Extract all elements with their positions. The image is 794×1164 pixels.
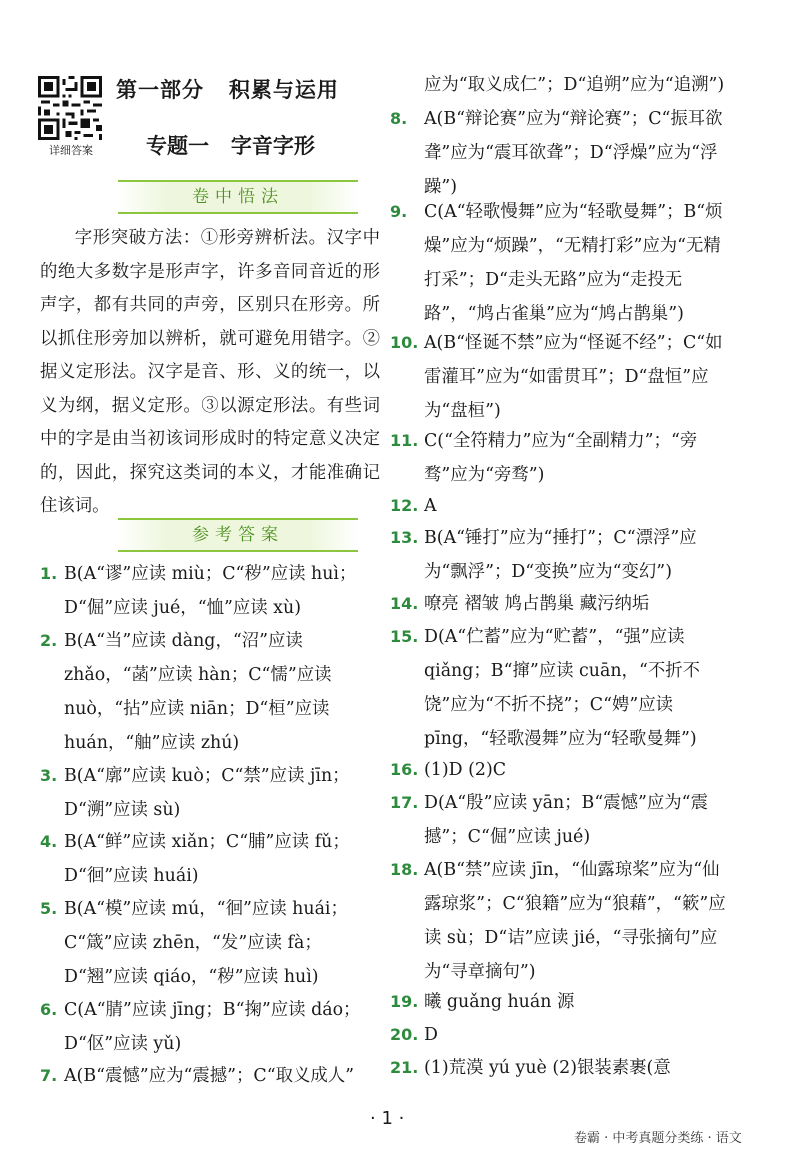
qr-caption: 详细答案 <box>49 144 93 157</box>
answer-text: B(A“鲜”应读 xiǎn；C“脯”应读 fǔ；D“徊”应读 huái) <box>64 832 350 886</box>
answer-item <box>390 489 728 523</box>
answer-text: A(B“震憾”应为“震撼”；C“取义成人” <box>64 1066 355 1086</box>
answer-text: C(A“腈”应读 jīng；B“掬”应读 dáo；D“伛”应读 yǔ) <box>64 1000 361 1054</box>
answer-number: 15. <box>390 627 419 646</box>
answer-item <box>390 620 728 756</box>
method-text: 字形突破方法：①形旁辨析法。汉字中的绝大多数字是形声字，许多音同音近的形声字，都有共同的声旁，区别只在形旁。所以抓住形旁加以辨析，就可避免用错字。②据义定形法。汉字是音、形、义的统一，以义为纲，据义定形。③以源定形法。有些词中的字是由当初该词形成时的特定意义决定的，因此，探究这类词的本义，才能准确记住该词。 <box>40 228 380 516</box>
answer-number: 17. <box>390 793 419 812</box>
answer-text: (1)D (2)C <box>424 760 507 780</box>
answer-number: 3. <box>40 766 58 785</box>
answer-text: A <box>424 496 437 516</box>
answer-number: 1. <box>40 564 58 583</box>
answer-number: 7. <box>40 1066 58 1085</box>
answer-text: 曦 guǎng huán 源 <box>424 992 575 1012</box>
qr-code-icon[interactable] <box>38 76 102 140</box>
answer-text: C(A“轻歌慢舞”应为“轻歌曼舞”；B“烦燥”应为“烦躁”，“无精打彩”应为“无精打采”；D“走头无路”应为“走投无路”，“鸠占雀巢”应为“鸠占鹊巢”) <box>424 202 723 324</box>
answer-number: 18. <box>390 860 419 879</box>
answer-number: 21. <box>390 1058 419 1077</box>
answer-number: 12. <box>390 496 419 515</box>
answer-number: 19. <box>390 992 419 1011</box>
answer-text: B(A“模”应读 mú，“徊”应读 huái；C“箴”应读 zhēn，“发”应读 fà；D“翘”应读 qiáo，“秽”应读 huì) <box>64 899 348 987</box>
topic-title: 专题一 字音字形 <box>146 134 315 158</box>
answer-text: B(A“当”应读 dàng，“沼”应读 zhǎo，“菡”应读 hàn；C“懦”应读 nuò，“拈”应读 niān；D“桓”应读 huán，“舳”应读 zhú) <box>64 631 332 753</box>
answer-item <box>390 424 728 492</box>
answer-text: D(A“殷”应读 yān；B“震憾”应为“震撼”；C“倔”应读 jué) <box>424 793 708 847</box>
footer-text: 卷霸 · 中考真题分类练 · 语文 <box>574 1131 742 1146</box>
part-title: 第一部分 积累与运用 <box>116 78 339 102</box>
answer-banner: 参考答案 <box>118 518 358 552</box>
answer-text: (1)荒漠 yú yuè (2)银装素裹(意 <box>424 1058 671 1078</box>
answer-number: 8. <box>390 109 408 128</box>
answer-item <box>40 892 382 994</box>
page-number: · 1 · <box>370 1108 405 1129</box>
answer-number: 5. <box>40 899 58 918</box>
answer-text: 嘹亮 褶皱 鸠占鹊巢 藏污纳垢 <box>424 594 650 614</box>
answer-item <box>390 853 728 989</box>
answer-item <box>40 993 382 1061</box>
answer-text: C(“全符精力”应为“全副精力”；“旁骛”应为“旁骛”) <box>424 431 698 485</box>
answer-item <box>390 1051 728 1085</box>
answer-item <box>390 786 728 854</box>
answer-item <box>390 753 728 787</box>
answer-item <box>390 587 728 621</box>
answer-item <box>40 759 382 827</box>
answer-number: 11. <box>390 431 419 450</box>
answer-number: 20. <box>390 1025 419 1044</box>
answer-item <box>390 102 728 204</box>
answer-text: B(A“谬”应读 miù；C“秽”应读 huì；D“倔”应读 jué，“恤”应读 xù) <box>64 564 357 618</box>
answer-number: 14. <box>390 594 419 613</box>
answer-number: 10. <box>390 333 419 352</box>
answer-text: A(B“怪诞不禁”应为“怪诞不经”；C“如雷灌耳”应为“如雷贯耳”；D“盘恒”应为“盘桓”) <box>424 333 723 421</box>
answer-text: B(A“锤打”应为“捶打”；C“漂浮”应为“飘浮”；D“变换”应为“变幻”) <box>424 528 697 582</box>
answer-text: D <box>424 1025 438 1045</box>
answer-item <box>390 1018 728 1052</box>
answer-text: A(B“辩论赛”应为“辩论赛”；C“振耳欲聋”应为“震耳欲聋”；D“浮燥”应为“浮躁”) <box>424 109 723 197</box>
answer-number: 16. <box>390 760 419 779</box>
method-banner: 卷中悟法 <box>118 180 358 214</box>
answer-number: 9. <box>390 202 408 221</box>
answer-number: 2. <box>40 631 58 650</box>
answer-item <box>390 985 728 1019</box>
answer-number: 13. <box>390 528 419 547</box>
answer-continuation: 应为“取义成仁”；D“追朔”应为“追溯”) <box>424 75 725 95</box>
answer-item <box>390 521 728 589</box>
answer-item <box>40 1059 382 1093</box>
answer-number: 4. <box>40 832 58 851</box>
answer-number: 6. <box>40 1000 58 1019</box>
answer-item <box>390 195 728 331</box>
answer-item <box>40 557 382 625</box>
answer-text: D(A“伫蓄”应为“贮蓄”，“强”应读 qiǎng；B“撺”应读 cuān，“不折不饶”应为“不折不挠”；C“娉”应读 pīng，“轻歌漫舞”应为“轻歌曼舞”) <box>424 627 701 749</box>
answer-item <box>40 624 382 760</box>
answer-text: B(A“廓”应读 kuò；C“禁”应读 jīn；D“溯”应读 sù) <box>64 766 350 820</box>
answer-item <box>40 825 382 893</box>
answer-item <box>390 326 728 428</box>
answer-text: A(B“禁”应读 jīn，“仙露琼桨”应为“仙露琼浆”；C“狼籍”应为“狼藉”，“簌”应读 sù；D“诘”应读 jié，“寻张摘句”应为“寻章摘句”) <box>424 860 726 982</box>
